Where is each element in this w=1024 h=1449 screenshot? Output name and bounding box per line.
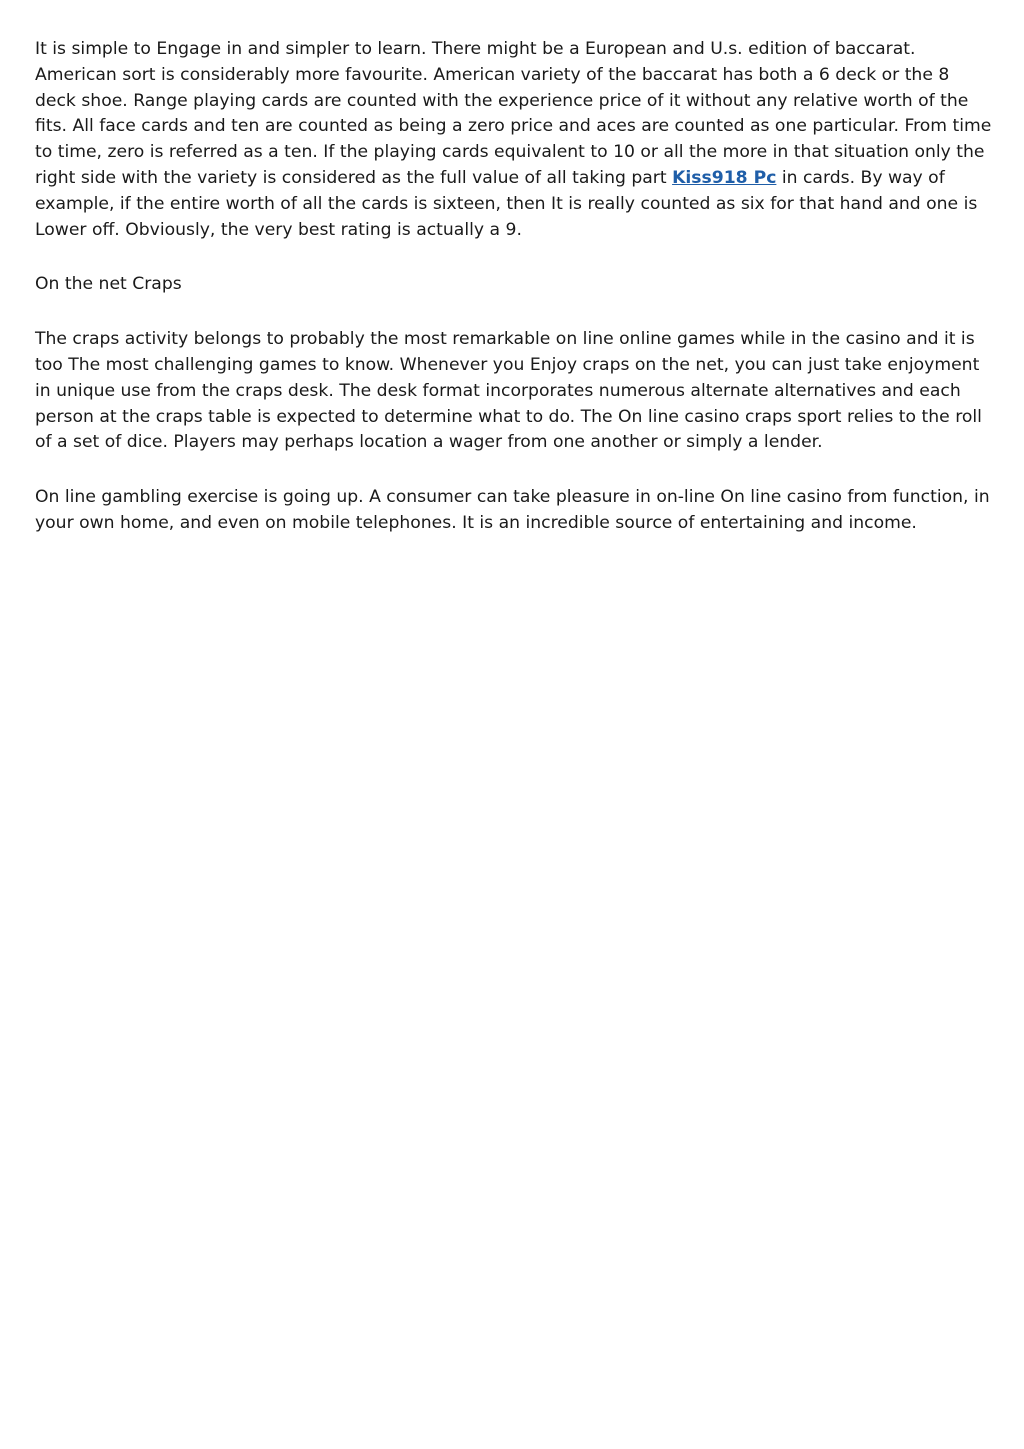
section-heading-craps: On the net Craps <box>35 274 182 295</box>
kiss918-pc-link[interactable]: Kiss918 Pc <box>672 167 777 188</box>
paragraph-baccarat-text-end: in cards. By way of example, if the entire worth of all the cards is sixteen, then It is really counted as six for that hand and one is Lower off. Obviously, the very best rating is actually a 9. <box>35 167 978 240</box>
paragraph-online-gambling: On line gambling exercise is going up. A consumer can take pleasure in on-line On line casino from function, in your own home, and even on mobile telephones. It is an incredible source of entertaining and income. <box>35 487 990 533</box>
paragraph-baccarat <box>35 37 995 243</box>
paragraph-craps: The craps activity belongs to probably the most remarkable on line online games while in the casino and it is too The most challenging games to know. Whenever you Enjoy craps on the net, you can just take enjoyment in unique use from the craps desk. The desk format incorporates numerous alternate alternatives and each person at the craps table is expected to determine what to do. The On line casino craps sport relies to the roll of a set of dice. Players may perhaps location a wager from one another or simply a lender. <box>35 329 982 453</box>
document-page <box>35 37 995 566</box>
paragraph-baccarat-text-start: It is simple to Engage in and simpler to learn. There might be a European and U.s. edition of baccarat. American sort is considerably more favourite. American variety of the baccarat has both a 6 deck or the 8 deck shoe. Range playing cards are counted with the experience price of it without any relative worth of the fits. All face cards and ten are counted as being a zero price and aces are counted as one particular. From time to time, zero is referred as a ten. If the playing cards equivalent to 10 or all the more in that situation only the right side with the variety is considered as the full value of all taking part <box>35 39 992 188</box>
